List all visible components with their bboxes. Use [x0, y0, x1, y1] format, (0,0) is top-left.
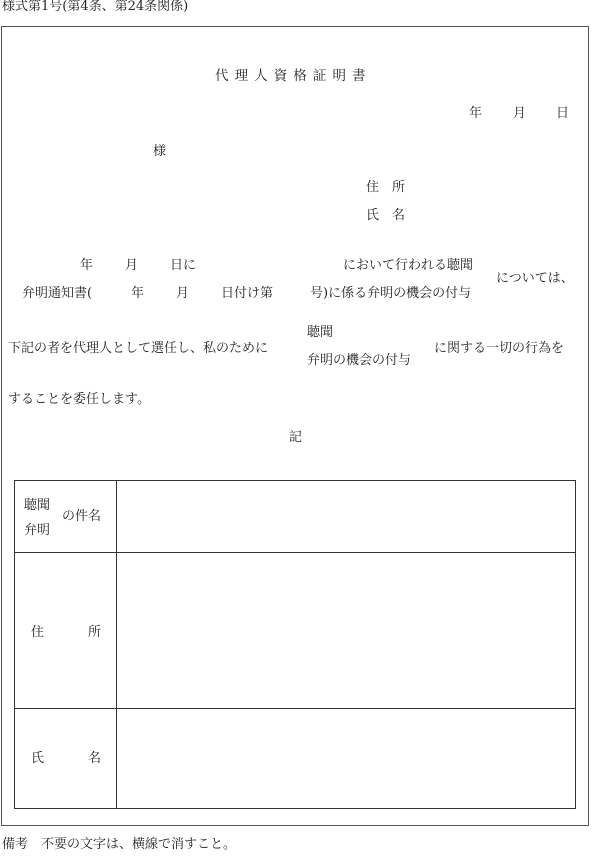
document-title: 代理人資格証明書 — [215, 68, 372, 84]
body-line3-head: 下記の者を代理人として選任し、私のために — [8, 341, 269, 356]
table-case-option-hearing: 聴聞 — [24, 498, 51, 513]
body-line3-option-defense: 弁明の機会の付与 — [307, 353, 412, 368]
table-row-divider — [15, 552, 575, 553]
addressee-suffix: 様 — [153, 144, 167, 159]
table-row-divider — [15, 708, 575, 709]
table-case-option-defense: 弁明 — [24, 523, 51, 538]
body-line2-head: 弁明通知書( — [22, 286, 93, 301]
table-address-label-a: 住 — [31, 625, 45, 640]
applicant-name-label: 氏 名 — [366, 208, 406, 223]
date-day: 日 — [556, 106, 570, 121]
applicant-address-label: 住 所 — [366, 180, 406, 195]
body-line2-tail: 号)に係る弁明の機会の付与 — [310, 286, 472, 301]
body-line3-option-hearing: 聴聞 — [307, 325, 334, 340]
form-number-label: 様式第1号(第4条、第24条関係) — [2, 0, 189, 14]
table-name-label-b: 名 — [88, 751, 102, 766]
body-line2-day: 日付け第 — [221, 286, 274, 301]
body-line4: することを委任します。 — [8, 392, 150, 407]
remarks-note: 備考 不要の文字は、横線で消すこと。 — [2, 837, 237, 852]
body-line2-month: 月 — [176, 286, 190, 301]
table-address-label-b: 所 — [88, 625, 102, 640]
body-line1-year: 年 — [80, 258, 94, 273]
body-line1-month: 月 — [125, 258, 139, 273]
table-case-label: の件名 — [62, 509, 102, 524]
table-name-label-a: 氏 — [31, 751, 45, 766]
body-line3-tail: に関する一切の行為を — [434, 341, 565, 356]
date-year: 年 — [469, 106, 483, 121]
body-line2-year: 年 — [131, 286, 145, 301]
body-line1-hearing: において行われる聴聞 — [343, 258, 474, 273]
date-month: 月 — [513, 106, 527, 121]
ki-heading: 記 — [289, 430, 303, 445]
body-lines12-suffix: については、 — [496, 271, 574, 286]
body-line1-day: 日に — [170, 258, 197, 273]
agent-table — [14, 480, 576, 809]
table-column-divider — [116, 481, 117, 808]
